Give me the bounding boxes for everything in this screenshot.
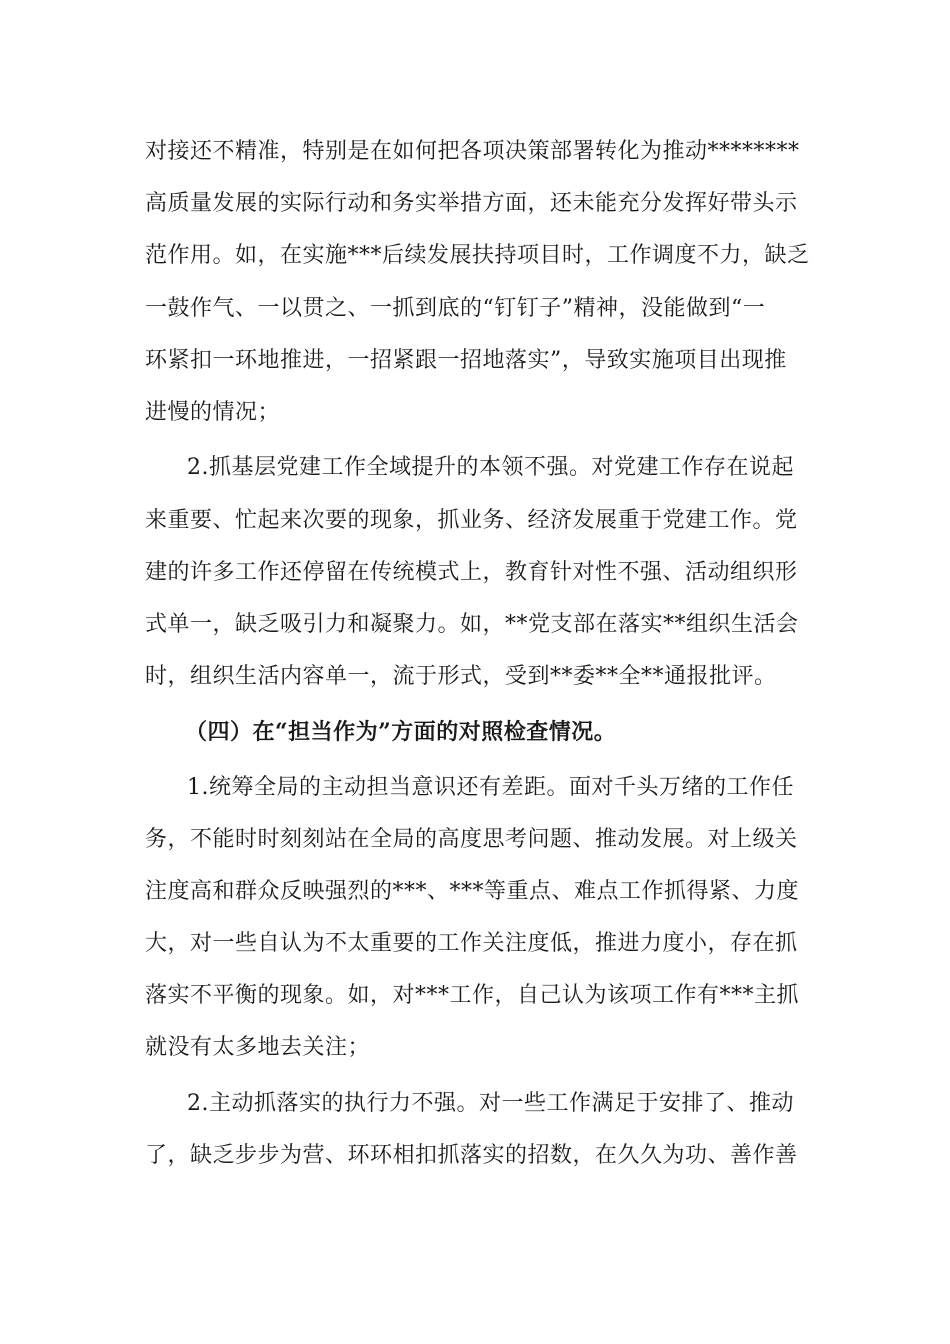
body-text-line: 务，不能时时刻刻站在全局的高度思考问题、推动发展。对上级关	[145, 827, 798, 852]
body-text-line: 范作用。如，在实施***后续发展扶持项目时，工作调度不力，缺乏	[145, 243, 810, 268]
body-text-line: 环紧扣一环地推进，一招紧跟一招地落实”，导致实施项目出现推	[145, 348, 787, 373]
body-text-line: 一鼓作气、一以贯之、一抓到底的“钉钉子”精神，没能做到“一	[145, 296, 766, 321]
body-text-line: 对接还不精准，特别是在如何把各项决策部署转化为推动********	[145, 139, 800, 164]
body-text-line: 注度高和群众反映强烈的***、***等重点、难点工作抓得紧、力度	[145, 879, 800, 904]
body-text-line: 大，对一些自认为不太重要的工作关注度低，推进力度小，存在抓	[145, 931, 798, 956]
body-text-line: 时，组织生活内容单一，流于形式，受到**委**全**通报批评。	[145, 664, 777, 689]
paragraph-first-line: 2.主动抓落实的执行力不强。对一些工作满足于安排了、推动	[187, 1091, 794, 1116]
body-text-line: 就没有太多地去关注；	[145, 1035, 371, 1060]
body-text-line: 高质量发展的实际行动和务实举措方面，还未能充分发挥好带头示	[145, 191, 798, 216]
body-text-line: 式单一，缺乏吸引力和凝聚力。如，**党支部在落实**组织生活会	[145, 612, 799, 637]
paragraph-first-line: 1.统筹全局的主动担当意识还有差距。面对千头万绪的工作任	[187, 775, 794, 800]
section-heading: （四）在“担当作为”方面的对照检查情况。	[185, 719, 617, 745]
body-text-line: 了，缺乏步步为营、环环相扣抓落实的招数，在久久为功、善作善	[145, 1143, 798, 1168]
body-text-line: 落实不平衡的现象。如，对***工作，自己认为该项工作有***主抓	[145, 983, 800, 1008]
body-text-line: 进慢的情况；	[145, 400, 281, 425]
body-text-line: 来重要、忙起来次要的现象，抓业务、经济发展重于党建工作。党	[145, 508, 798, 533]
paragraph-first-line: 2.抓基层党建工作全域提升的本领不强。对党建工作存在说起	[187, 455, 794, 480]
body-text-line: 建的许多工作还停留在传统模式上，教育针对性不强、活动组织形	[145, 560, 798, 585]
